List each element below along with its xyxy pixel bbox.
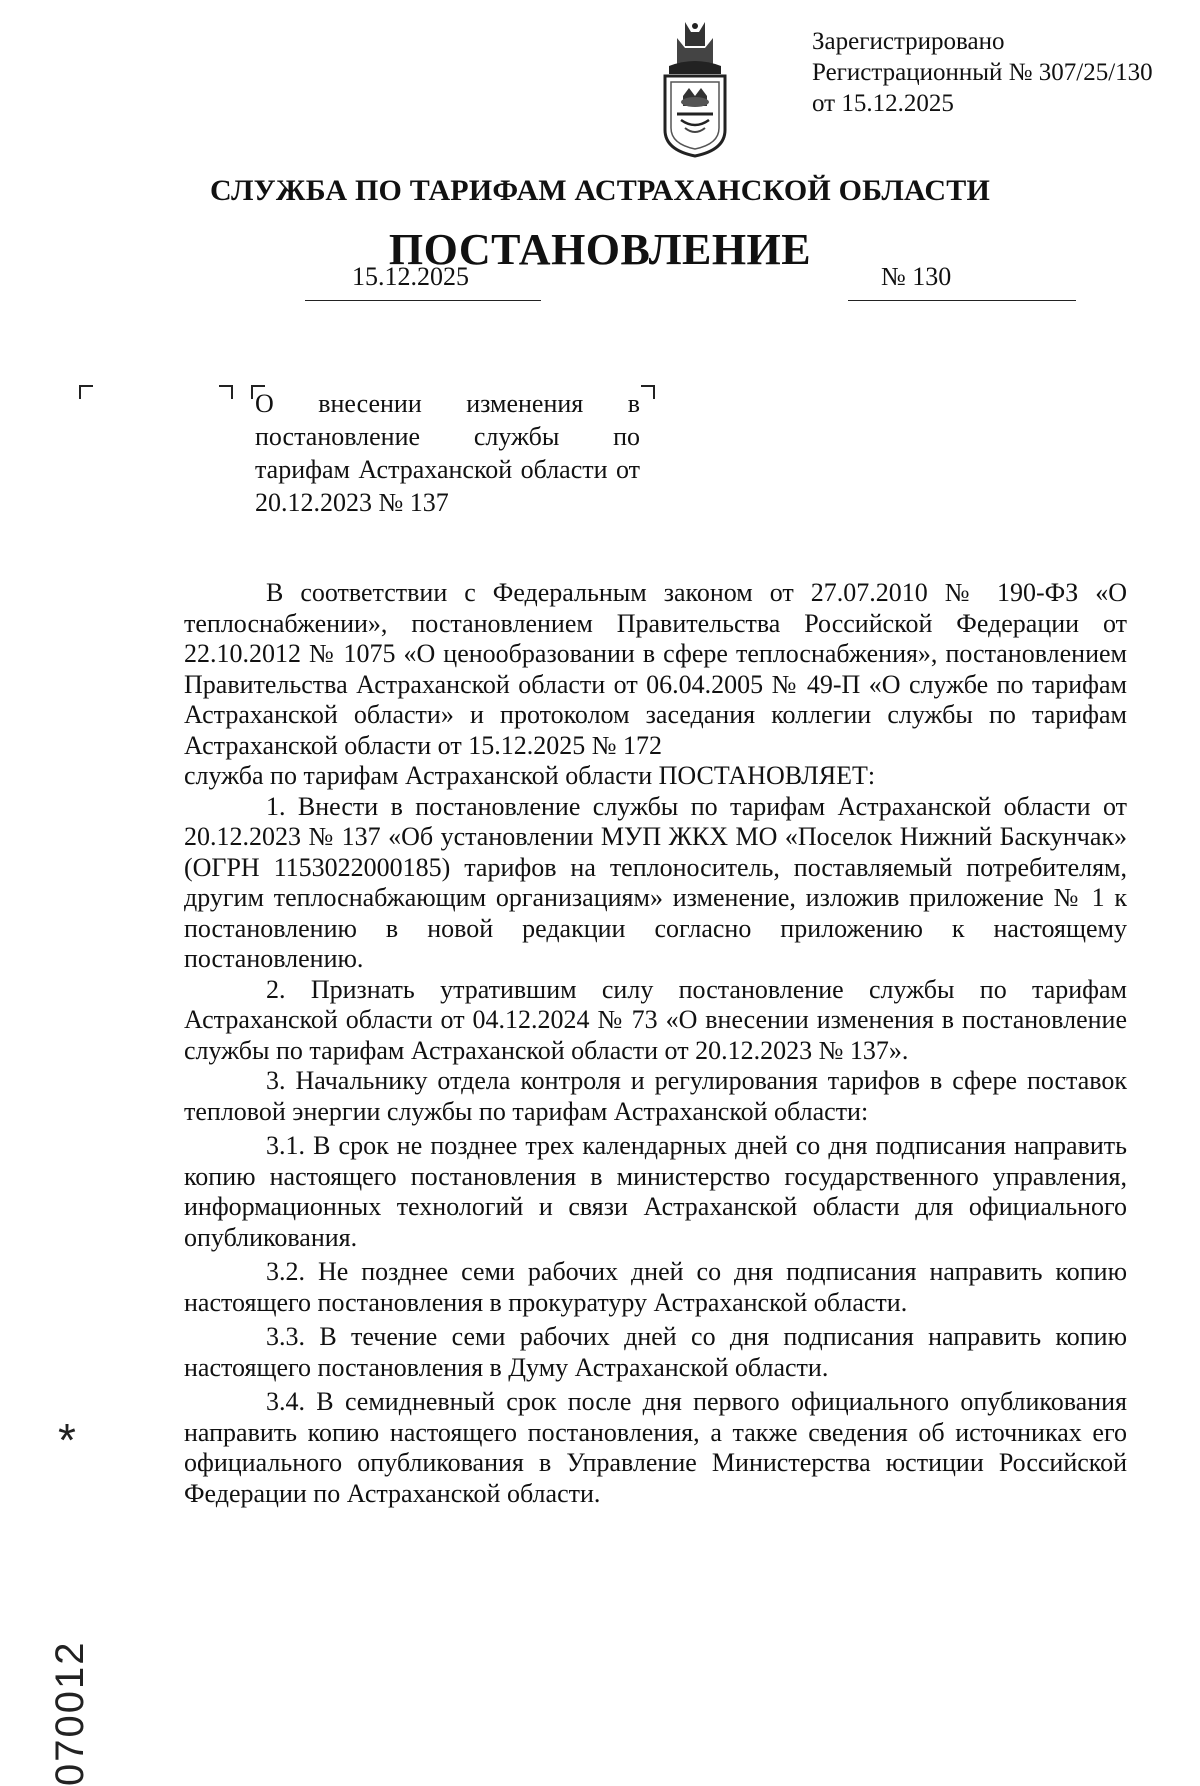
agency-name: СЛУЖБА ПО ТАРИФАМ АСТРАХАНСКОЙ ОБЛАСТИ bbox=[210, 174, 990, 207]
number-underline bbox=[848, 300, 1076, 301]
registration-number: Регистрационный № 307/25/130 bbox=[812, 59, 1153, 86]
preamble-paragraph: В соответствии с Федеральным законом от 27.07.2010 № 190-ФЗ «О теплоснабжении», постановлением Правительства Российской Федерации от 22.10.2012 № 1075 «О ценообразовании в сфере теплоснабжения», постановлением Правительства Астраханской области от 06.04.2005 № 49-П «О службе по тарифам Астраханской области» и протоколом заседания коллегии службы по тарифам Астраханской области от 15.12.2025 № 172 bbox=[184, 578, 1127, 760]
date-underline bbox=[305, 300, 541, 301]
item-2: 2. Признать утратившим силу постановление службы по тарифам Астраханской области от 04.12.2024 № 73 «О внесении изменения в постановление службы по тарифам Астраханской области от 20.12.2023 № 137». bbox=[184, 974, 1127, 1065]
astrakhan-coat-of-arms-icon bbox=[655, 18, 735, 158]
document-subject: О внесении изменения в постановление службы по тарифам Астраханской области от 20.12.2023 № 137 bbox=[255, 389, 640, 517]
item-3: 3. Начальнику отдела контроля и регулирования тарифов в сфере поставок тепловой энергии службы по тарифам Астраханской области: bbox=[184, 1066, 1127, 1126]
item-3-4: 3.4. В семидневный срок после дня первого официального опубликования направить копию настоящего постановления, а также сведения об источниках его официального опубликования в Управление Министерства юстиции Российской Федерации по Астраханской области. bbox=[184, 1387, 1127, 1508]
resolve-paragraph: служба по тарифам Астраханской области ПОСТАНОВЛЯЕТ: bbox=[184, 761, 876, 790]
document-date: 15.12.2025 bbox=[352, 262, 469, 291]
document-number: № 130 bbox=[881, 262, 952, 291]
item-3-2: 3.2. Не позднее семи рабочих дней со дня подписания направить копию настоящего постановления в прокуратуру Астраханской области. bbox=[184, 1257, 1127, 1317]
corner-mark-subject-end bbox=[641, 385, 655, 399]
corner-mark-left bbox=[79, 385, 93, 399]
registration-date: от 15.12.2025 bbox=[812, 90, 954, 117]
document-type: ПОСТАНОВЛЕНИЕ bbox=[388, 225, 812, 274]
registration-stamp bbox=[812, 26, 1153, 119]
registration-label: Зарегистрировано bbox=[812, 28, 1005, 55]
margin-asterisk: * bbox=[58, 1414, 76, 1466]
margin-code: 070012 bbox=[48, 1640, 92, 1786]
item-1: 1. Внести в постановление службы по тарифам Астраханской области от 20.12.2023 № 137 «Об установлении МУП ЖКХ МО «Поселок Нижний Баскунчак» (ОГРН 1153022000185) тарифов на теплоноситель, поставляемый потребителям, другим теплоснабжающим организациям» изменение, изложив приложение № 1 к постановлению в новой редакции согласно приложению к настоящему постановлению. bbox=[184, 791, 1127, 973]
item-3-1: 3.1. В срок не позднее трех календарных дней со дня подписания направить копию настоящего постановления в министерство государственного управления, информационных технологий и связи Астраханской области для официального опубликования. bbox=[184, 1131, 1127, 1252]
document-body bbox=[184, 578, 1127, 1509]
item-3-3: 3.3. В течение семи рабочих дней со дня подписания направить копию настоящего постановления в Думу Астраханской области. bbox=[184, 1322, 1127, 1382]
corner-mark-left-end bbox=[219, 385, 233, 399]
